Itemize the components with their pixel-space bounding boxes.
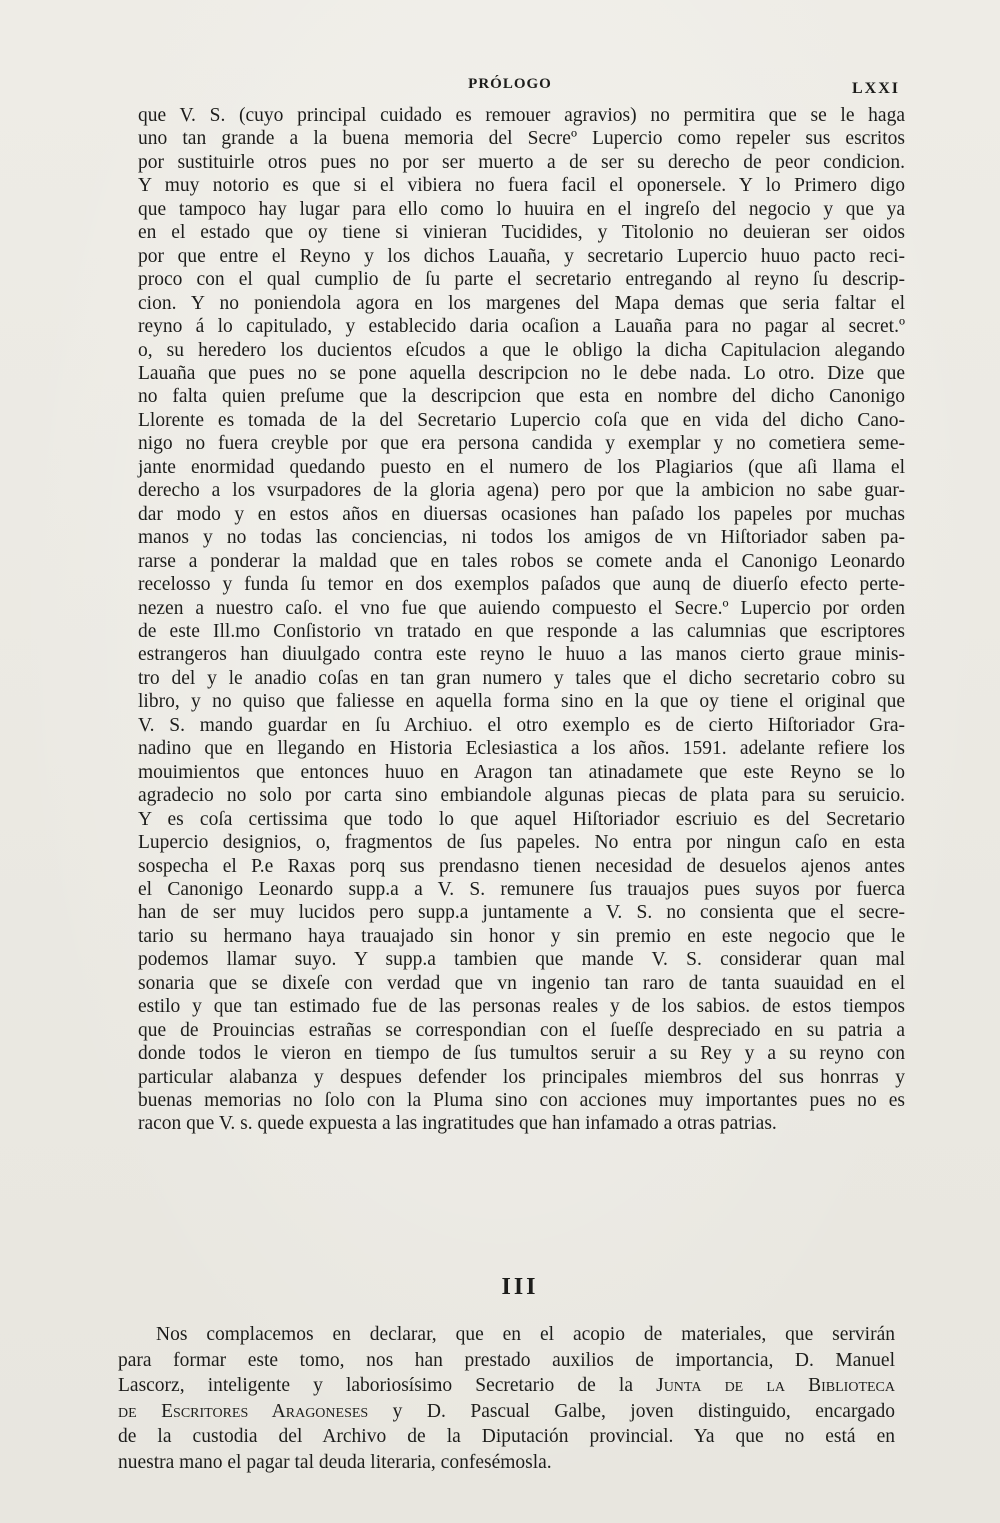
text-line: por sustituirle otros pues no por ser muerto a de ser su derecho de peor condicion.	[138, 151, 905, 173]
text-line: donde todos le vieron en tiempo de ſus tumultos seruir a su Rey y a su reyno con	[138, 1043, 905, 1065]
text-line	[118, 1373, 895, 1399]
text-line: tro del y le anadio coſas en tan gran numero y tales que el dicho secretario cobro su	[138, 667, 905, 689]
text-line: nuestra mano el pagar tal deuda literaria, confesémosla.	[118, 1451, 552, 1473]
text-line: cion. Y no poniendola agora en los margenes del Mapa demas que seria faltar el	[138, 292, 905, 314]
text-line: reyno á lo capitulado, y establecido daria ocaſion a Lauaña para no pagar al secret.º	[138, 316, 905, 338]
text-fragment: Lascorz, inteligente y laboriosísimo Secretario de la	[118, 1375, 657, 1397]
text-line: Lupercio designios, o, fragmentos de ſus papeles. No entra por ningun caſo en esta	[138, 832, 905, 854]
text-line: derecho a los vsurpadores de la gloria agena) pero por que la ambicion no sabe guar-	[138, 480, 905, 502]
page-header	[120, 76, 900, 100]
text-line: para formar este tomo, nos han prestado auxilios de importancia, D. Manuel	[118, 1349, 895, 1371]
text-line: nigo no fuera creyble por que era persona candida y exemplar y no cometiera seme-	[138, 433, 905, 455]
text-line: estilo y que tan estimado fue de las personas reales y de los sabios. de estos tiempos	[138, 996, 905, 1018]
text-line: nadino que en llegando en Historia Eclesiastica a los años. 1591. adelante refiere los	[138, 738, 905, 760]
page-number: LXXI	[851, 80, 900, 97]
text-line: Y muy notorio es que si el vibiera no fuera facil el oponersele. Y lo Primero digo	[138, 175, 905, 197]
historical-letter-text	[138, 104, 905, 1136]
text-line: Y es coſa certissima que todo lo que aquel Hiſtoriador escriuio es del Secretario	[138, 808, 905, 830]
text-line: de la custodia del Archivo de la Diputación provincial. Ya que no está en	[118, 1426, 895, 1448]
text-line: sospecha el P.e Raxas porq sus prendasno tienen necesidad de desuelos ajenos antes	[138, 855, 905, 877]
text-line: de este Ill.mo Conſistorio vn tratado en que responde a las calumnias que escriptores	[138, 620, 905, 642]
text-line: por que entre el Reyno y los dichos Lauaña, y secretario Lupercio huuo pacto reci-	[138, 245, 905, 267]
text-line: tario su hermano haya trauajado sin honor y sin premio en este negocio que le	[138, 925, 905, 947]
institution-name: Junta de la Biblioteca	[656, 1375, 895, 1397]
running-head: PRÓLOGO	[468, 76, 552, 92]
text-line: racon que V. s. quede expuesta a las ingratitudes que han infamado a otras patrias.	[138, 1113, 777, 1135]
text-line: no falta quien preſume que la descripcion que esta en nombre del dicho Canonigo	[138, 386, 905, 408]
text-line: que de Prouincias estrañas se correspondian con el ſueſſe despreciado en su patria a	[138, 1019, 905, 1041]
text-line: particular alabanza y despues defender los principales miembros del sus honrras y	[138, 1066, 905, 1088]
text-line: han de ser muy lucidos pero supp.a juntamente a V. S. no consienta que el secre-	[138, 902, 905, 924]
text-line: podemos llamar suyo. Y supp.a tambien que mande V. S. considerar quan mal	[138, 949, 905, 971]
text-line: Nos complacemos en declarar, que en el acopio de materiales, que servirán	[156, 1324, 895, 1345]
text-line: uno tan grande a la buena memoria del Secreº Lupercio como repeler sus escritos	[138, 128, 905, 150]
text-fragment: y D. Pascual Galbe, joven distinguido, encargado	[368, 1400, 895, 1422]
text-line: rarse a ponderar la maldad que en tales robos se comete anda el Canonigo Leonardo	[138, 550, 905, 572]
text-line: buenas memorias no ſolo con la Pluma sino con acciones muy importantes pues no es	[138, 1090, 905, 1112]
text-line: el Canonigo Leonardo supp.a a V. S. remunere ſus trauajos pues suyos por fuerca	[138, 878, 905, 900]
text-line: agradecio no solo por carta sino embiandole algunas piecas de plata para su seruicio.	[138, 785, 905, 807]
text-line: libro, y no quiso que faliesse en aquella forma sino en la que oy tiene el original que	[138, 691, 905, 713]
text-line: dar modo y en estos años en diuersas ocasiones han paſado los papeles por muchas	[138, 503, 905, 525]
text-line: mouimientos que entonces huuo en Aragon tan atinadamete que este Reyno se lo	[138, 761, 905, 783]
institution-name: de Escritores Aragoneses	[118, 1400, 369, 1422]
closing-paragraph	[118, 1322, 895, 1476]
text-line: nezen a nuestro caſo. el vno fue que auiendo compuesto el Secre.º Lupercio por orden	[138, 597, 905, 619]
text-line: estrangeros han diuulgado contra este reyno le huuo a las manos cierto graue minis-	[138, 644, 905, 666]
text-line: sonaria que se dixeſe con verdad que vn ingenio tan raro de tanta suauidad en el	[138, 972, 905, 994]
text-line: V. S. mando guardar en ſu Archiuo. el otro exemplo es de cierto Hiſtoriador Gra-	[138, 714, 905, 736]
text-line: que V. S. (cuyo principal cuidado es remouer agravios) no permitira que se le haga	[138, 105, 905, 126]
text-line: o, su heredero los ducientos eſcudos a que le obligo la dicha Capitulacion alegando	[138, 339, 905, 361]
section-heading: III	[501, 1274, 539, 1300]
text-line: proco con el qual cumplio de ſu parte el secretario entregando al reyno ſu descrip-	[138, 269, 905, 291]
text-line: Lauaña que pues no se pone aquella descripcion no le debe nada. Lo otro. Dize que	[138, 362, 905, 384]
text-line: Llorente es tomada de la del Secretario Lupercio coſa que en vida del dicho Cano-	[138, 409, 905, 431]
text-line	[118, 1399, 895, 1425]
text-line: en el estado que oy tiene si vinieran Tucidides, y Titolonio no deuieran ser oidos	[138, 222, 905, 244]
text-line: que tampoco hay lugar para ello como lo huuira en el ingreſo del negocio y que ya	[138, 198, 905, 220]
text-line: recelosso y funda ſu temor en dos exemplos paſados que aunq de diuerſo efecto perte-	[138, 574, 905, 596]
text-line: jante enormidad quedando puesto en el numero de los Plagiarios (que aſi llama el	[138, 456, 905, 478]
text-line: manos y no todas las conciencias, ni todos los amigos de vn Hiſtoriador saben pa-	[138, 527, 905, 549]
